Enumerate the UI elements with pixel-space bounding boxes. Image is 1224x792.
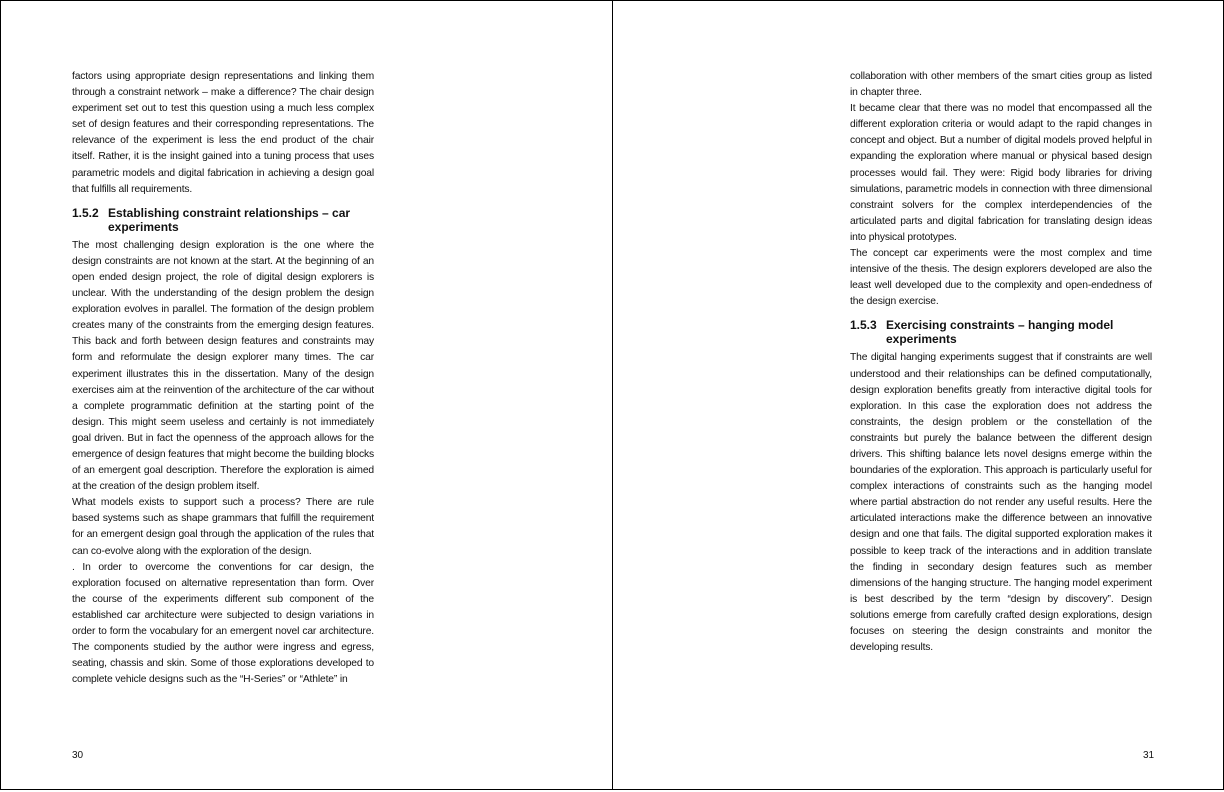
paragraph: It became clear that there was no model that encompassed all the different exploration criteria or would adapt to the rapid changes in concept and object. But a number of digital models proved helpful in expanding the exploration where manual or physical based design processes would fail. They were: Rigid body libraries for driving simulations, parametric models in connection with three dimensional constraint solvers for the complex interdependencies of the articulated parts and digital fabrication for translating design ideas into physical prototypes.	[850, 103, 1152, 243]
section-number: 1.5.2	[72, 205, 99, 220]
paragraph: factors using appropriate design representations and linking them through a constraint network – make a difference? The chair design experiment set out to test this question using a much less complex set of design features and their corresponding representations. The relevance of the experiment is less the end product of the chair itself. Rather, it is the insight gained into a tuning process that uses parametric models and digital fabrication in achieving a design goal that fulfills all requirements.	[72, 71, 374, 195]
paragraph: collaboration with other members of the smart cities group as listed in chapter three.	[850, 71, 1152, 99]
section-title: Exercising constraints – hanging model experiments	[886, 318, 1114, 347]
section-title: Establishing constraint relationships – car experiments	[108, 205, 351, 234]
section-number: 1.5.3	[850, 318, 877, 333]
paragraph: The digital hanging experiments suggest that if constraints are well understood and their relationships can be defined computationally, design exploration benefits greatly from interactive digital tools for exploration. In this case the exploration does not address the constraints, the design problem or the constellation of the constraints but purely the balance between the different design drivers. This shifting balance lets novel designs emerge within the boundaries of the exploration. This approach is particularly useful for complex interactions of constraints such as the hanging model where partial abstraction do not render any useful results. Here the articulated interactions make the difference between an innovative design and one that fails. The digital supported exploration makes it possible to keep track of the interactions and in addition translate the finding in secondary design features such as member dimensions of the hanging structure. The hanging model experiment is best described by the term “design by discovery”. Design solutions emerge from carefully crafted design explorations, design focuses on steering the design constraints and monitor the developing results.	[850, 352, 1152, 654]
section-heading-1-5-3	[850, 318, 1152, 346]
paragraph: The most challenging design exploration is the one where the design constraints are not known at the start. At the beginning of an open ended design project, the role of digital design explorers is unclear. With the understanding of the design problem the design exploration evolves in parallel. The formation of the design problem creates many of the constraints from the emerging design features. This back and forth between design features and constraints may form and reformulate the design explorer many times. The car experiment illustrates this in the dissertation. Many of the design exercises aim at the reinvention of the architecture of the car without a complete programmatic definition at the starting point of the design. This might seem useless and certainly is not immediately goal driven. But in fact the openness of the approach allows for the emergence of design features that might become the building blocks of an emergent goal description. Therefore the exploration is aimed at the creation of the design problem itself.	[72, 239, 374, 493]
left-page-body	[72, 69, 374, 688]
section-heading-1-5-2	[72, 206, 374, 234]
paragraph: The concept car experiments were the most complex and time intensive of the thesis. The design explorers developed are also the least well developed due to the complexity and open-endedness of the design exercise.	[850, 248, 1152, 308]
right-page-body	[850, 69, 1152, 656]
right-page	[612, 0, 1224, 790]
left-page	[0, 0, 613, 790]
paragraph: What models exists to support such a process? There are rule based systems such as shape grammars that fulfill the requirement for an emergent design goal through the application of the rules that can co-evolve along with the exploration of the design.	[72, 497, 374, 557]
page-number: 31	[1143, 750, 1155, 761]
page-number: 30	[72, 750, 84, 761]
paragraph: . In order to overcome the conventions for car design, the exploration focused on alternative representation than form. Over the course of the experiments different sub component of the established car architecture were subjected to design variations in order to form the vocabulary for an emergent novel car architecture. The components studied by the author were ingress and egress, seating, chassis and skin. Some of those explorations developed to complete vehicle designs such as the “H-Series” or “Athlete” in	[72, 561, 374, 686]
